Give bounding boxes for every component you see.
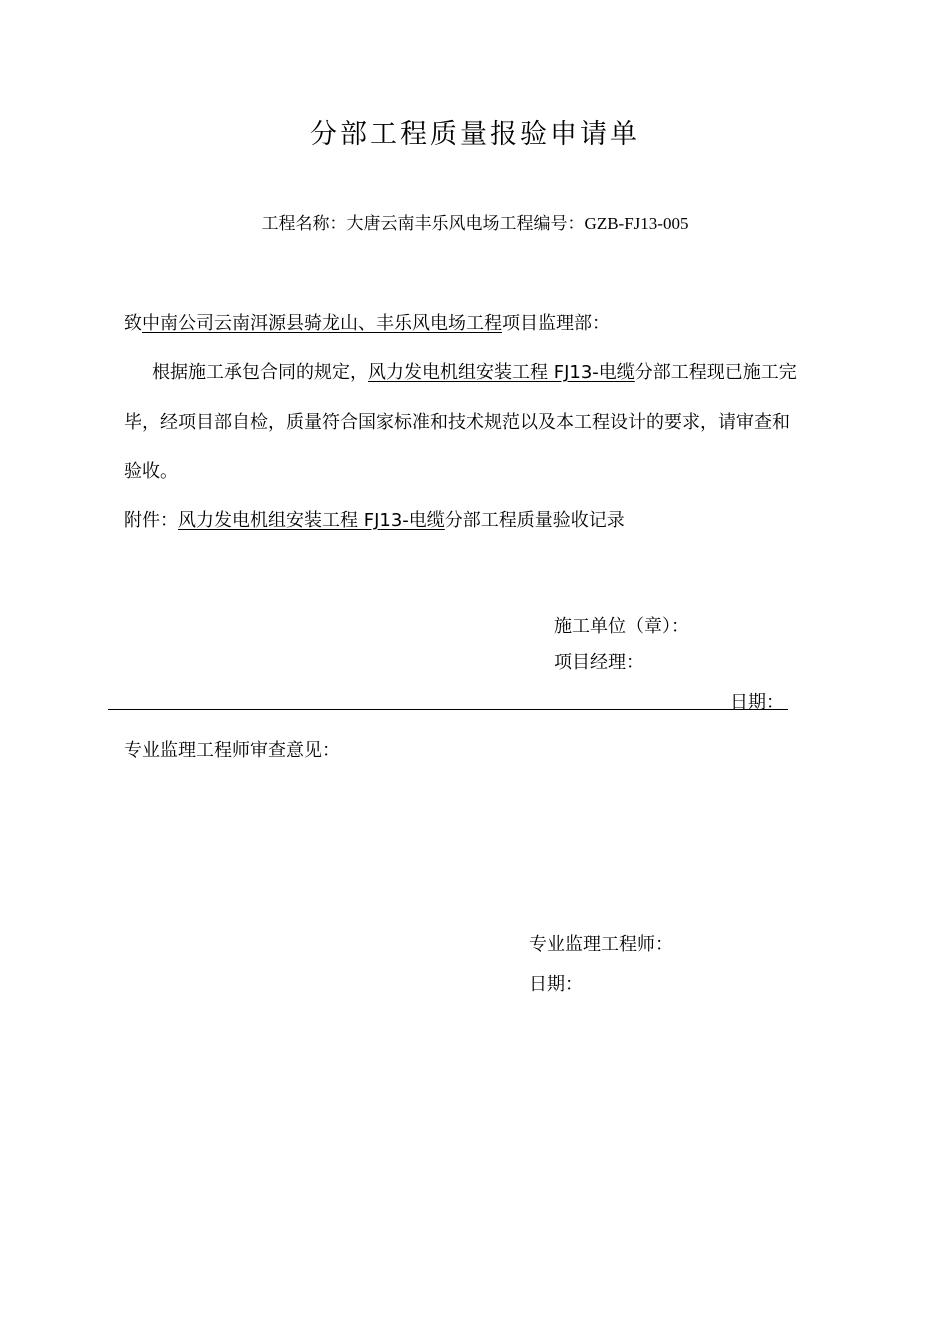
project-name-label: 工程名称： <box>261 214 347 234</box>
document-number-label: 编号： <box>533 214 585 234</box>
project-name-value: 大唐云南丰乐风电场工程 <box>346 214 534 234</box>
attachment-suffix: 分部工程质量验收记录 <box>444 510 625 531</box>
supervising-engineer-label: 专业监理工程师： <box>529 934 673 955</box>
document-title: 分部工程质量报验申请单 <box>310 119 640 150</box>
attachment-line <box>124 506 625 532</box>
paragraph-line-1 <box>152 358 797 384</box>
attachment-project-name: 风力发电机组安装工程 FJ13-电缆 <box>178 510 445 531</box>
supervisor-opinion-label: 专业监理工程师审查意见： <box>124 740 340 761</box>
addressee-suffix: 项目监理部： <box>502 313 610 334</box>
paragraph-project-name: 风力发电机组安装工程 FJ13-电缆 <box>368 362 635 383</box>
attachment-label: 附件： <box>124 510 178 531</box>
contractor-date-label: 日期： <box>730 692 784 713</box>
project-meta-line <box>0 209 950 234</box>
supervisor-date-label: 日期： <box>529 974 583 995</box>
paragraph-line-2: 毕，经项目部自检，质量符合国家标准和技术规范以及本工程设计的要求，请审查和 <box>124 412 790 433</box>
document-number-value: GZB-FJ13-005 <box>584 214 689 233</box>
paragraph-line-1-prefix: 根据施工承包合同的规定， <box>152 362 368 383</box>
contractor-unit-label: 施工单位（章）： <box>554 616 689 637</box>
addressee-name: 中南公司云南洱源县骑龙山、丰乐风电场工程 <box>142 313 502 334</box>
addressee-line <box>124 309 610 335</box>
paragraph-line-3: 验收。 <box>124 461 178 482</box>
project-manager-label: 项目经理： <box>554 652 644 673</box>
addressee-prefix: 致 <box>124 313 142 334</box>
paragraph-line-1-suffix: 分部工程现已施工完 <box>634 362 797 383</box>
section-divider <box>108 709 788 710</box>
